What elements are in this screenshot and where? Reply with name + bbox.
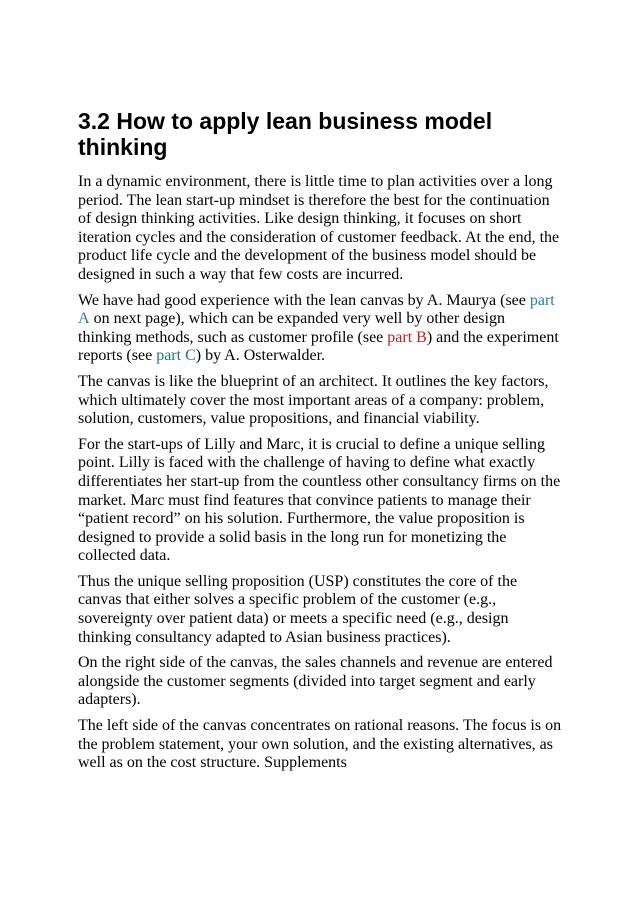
paragraph-left-side: The left side of the canvas concentrates on rational reasons. The focus is on the problem statement, your own solution, and the existing alternatives, as well as on the cost structure. Supplements (78, 717, 562, 772)
paragraph-blueprint: The canvas is like the blueprint of an architect. It outlines the key factors, which ultimately cover the most important areas of a company: problem, solution, customers, value propositions, and financial viability. (78, 372, 549, 428)
part-c-link[interactable]: part C (156, 347, 196, 365)
part-b-link[interactable]: part B (387, 328, 427, 346)
paragraph-lean-canvas (78, 292, 562, 366)
paragraph-text: ) by A. Osterwalder. (195, 347, 326, 365)
part-a-link[interactable]: part A (78, 291, 555, 328)
section-title: 3.2 How to apply lean business model thinking (78, 108, 493, 160)
paragraph-text: ) and the experiment reports (see (78, 328, 559, 365)
document-page (78, 108, 562, 780)
paragraph-intro: In a dynamic environment, there is little time to plan activities over a long period. The lean start-up mindset is therefore the best for the continuation of design thinking activities. Like design thinking, it focuses on short iteration cycles and the consideration of customer feedback. At the end, the product life cycle and the development of the business model should be designed in such a way that few costs are incurred. (78, 173, 560, 283)
paragraph-right-side: On the right side of the canvas, the sales channels and revenue are entered alongside the customer segments (divided into target segment and early adapters). (78, 654, 553, 709)
paragraph-text: on next page), which can be expanded very well by other design thinking methods, such as customer profile (see (78, 310, 505, 346)
paragraph-text: We have had good experience with the lean canvas by A. Maurya (see (78, 291, 530, 309)
paragraph-usp: Thus the unique selling proposition (USP) constitutes the core of the canvas that either solves a specific problem of the customer (e.g., sovereignty over patient data) or meets a specific need (e.g., design thinking consultancy adapted to Asian business practices). (78, 572, 518, 646)
paragraph-startups: For the start-ups of Lilly and Marc, it is crucial to define a unique selling point. Lilly is faced with the challenge of having to define what exactly differentiates her start-up from the countless other consultancy firms on the market. Marc must find features that convince patients to manage their “patient record” on his solution. Furthermore, the value proposition is designed to provide a solid basis in the long run for monetizing the collected data. (78, 435, 561, 565)
